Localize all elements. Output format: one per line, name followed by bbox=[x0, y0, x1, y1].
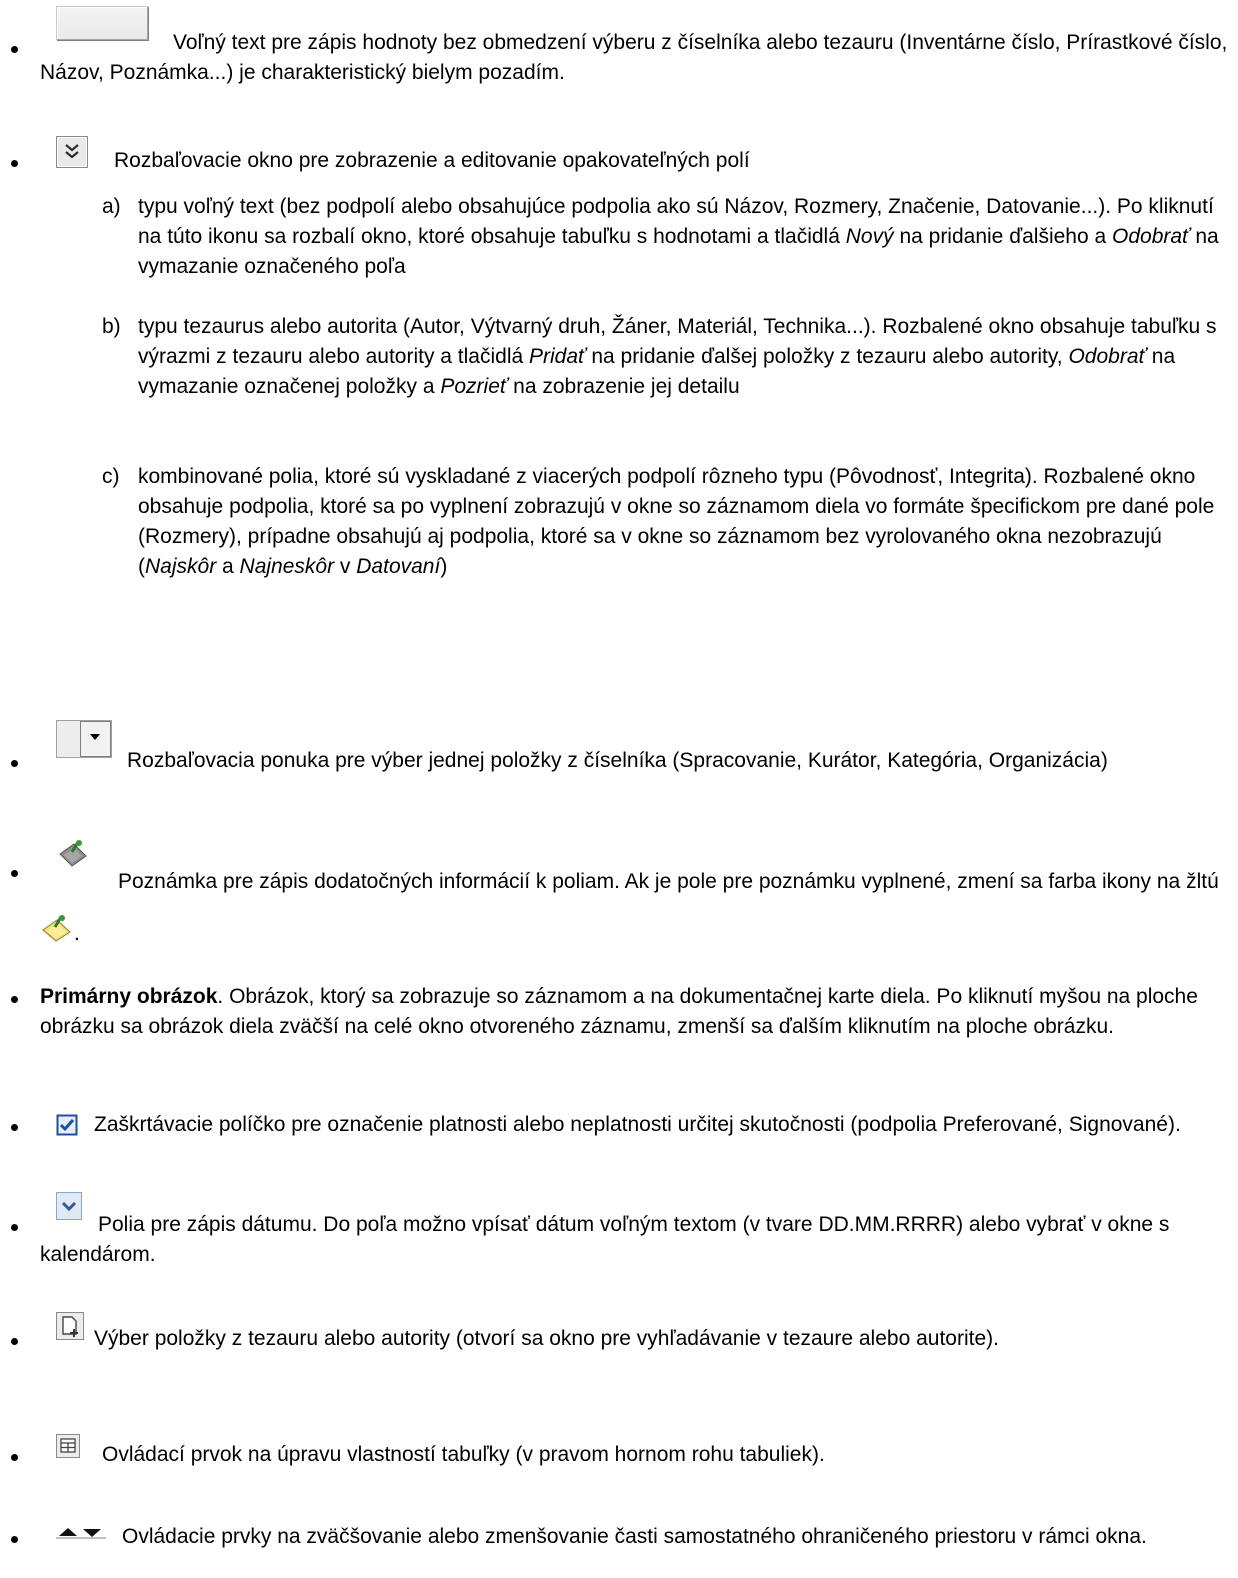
list-item-text: Ovládacie prvky na zväčšovanie alebo zmenšovanie časti samostatného ohraničeného priestoru v rámci okna. bbox=[122, 1525, 1147, 1548]
sub-item-text bbox=[138, 192, 1230, 282]
button-name-novy: Nový bbox=[845, 225, 894, 248]
primary-image-text: . Obrázok, ktorý sa zobrazuje so záznamom a na dokumentačnej karte diela. Po kliknutí myšou na ploche obrázku sa obrázok diela zväčší na celé okno otvoreného záznamu, zmenší sa ďalším kliknutím na ploche obrázku. bbox=[40, 985, 1198, 1038]
sub-item-text bbox=[138, 312, 1230, 402]
list-item-text: Polia pre zápis dátumu. Do poľa možno vpísať dátum voľným textom (v tvare DD.MM.RRRR) alebo vybrať v okne s kalendárom. bbox=[40, 1213, 1170, 1266]
button-name-pridat: Pridať bbox=[529, 345, 586, 368]
note-yellow-icon bbox=[40, 912, 74, 942]
text-part: ) bbox=[440, 555, 448, 578]
sub-item-text bbox=[138, 462, 1230, 582]
text-part: a bbox=[216, 555, 240, 578]
bullet bbox=[11, 760, 18, 767]
bullet bbox=[11, 1338, 18, 1345]
bullet bbox=[11, 870, 18, 877]
field-name-najneskor: Najneskôr bbox=[239, 555, 335, 578]
text-part: na pridanie ďalšieho a bbox=[893, 225, 1112, 248]
bullet bbox=[11, 1124, 18, 1131]
sub-item-label: a) bbox=[102, 195, 121, 218]
text-part: na vymazanie označenej položky a bbox=[138, 345, 1176, 398]
note-text-end: . bbox=[74, 922, 80, 945]
button-name-odobrat: Odobrať bbox=[1068, 345, 1146, 368]
sub-item-label: b) bbox=[102, 315, 121, 338]
field-name-datovani: Datovaní bbox=[356, 555, 441, 578]
bullet bbox=[11, 160, 18, 167]
double-chevron-down-icon bbox=[56, 136, 88, 174]
text-part: typu voľný text (bez podpolí alebo obsahujúce podpolia ako sú Názov, Rozmery, Značenie, Datovanie...). Po kliknutí na túto ikonu sa rozbalí okno, ktoré obsahuje tabuľku s hodnotami a tlačidlá bbox=[138, 195, 1214, 248]
sub-item-label: c) bbox=[102, 465, 120, 488]
button-name-pozriet: Pozrieť bbox=[440, 375, 508, 398]
bullet bbox=[11, 1224, 18, 1231]
text-field-icon bbox=[56, 6, 148, 40]
text-part: kombinované polia, ktoré sú vyskladané z viacerých podpolí rôzneho typu (Pôvodnosť, Integrita). Rozbalené okno obsahuje podpolia, ktoré sa po vyplnení zobrazujú v okne so záznamom diela vo formáte špecifickom pre dané pole (Rozmery), prípadne obsahujú aj podpolia, ktoré sa v okne so záznamom bez vyrolovaného okna nezobrazujú ( bbox=[138, 465, 1215, 578]
list-item-text: Výber položky z tezauru alebo autority (otvorí sa okno pre vyhľadávanie v tezaure alebo autorite). bbox=[94, 1327, 999, 1350]
note-text: Poznámka pre zápis dodatočných informácií k poliam. Ak je pole pre poznámku vyplnené, zmení sa farba ikony na žltú bbox=[118, 870, 1219, 893]
list-item-text: Ovládací prvok na úpravu vlastností tabuľky (v pravom hornom rohu tabuliek). bbox=[102, 1443, 825, 1466]
text-part: v bbox=[334, 555, 357, 578]
list-item-text: Zaškrtávacie políčko pre označenie platnosti alebo neplatnosti určitej skutočnosti (podpolia Preferované, Signované). bbox=[94, 1113, 1181, 1136]
primary-image-term: Primárny obrázok bbox=[40, 985, 218, 1008]
bullet bbox=[11, 1536, 18, 1543]
text-part: na vymazanie označeného poľa bbox=[138, 225, 1219, 278]
text-part: typu tezaurus alebo autorita (Autor, Výtvarný druh, Žáner, Materiál, Technika...). Rozbalené okno obsahuje tabuľku s výrazmi z tezauru alebo autority a tlačidlá bbox=[138, 315, 1217, 368]
bullet bbox=[11, 46, 18, 53]
list-item-text bbox=[40, 982, 1230, 1042]
text-part: na zobrazenie jej detailu bbox=[507, 375, 740, 398]
field-name-najskor: Najskôr bbox=[145, 555, 217, 578]
list-item-text: Rozbaľovacia ponuka pre výber jednej položky z číselníka (Spracovanie, Kurátor, Kategória, Organizácia) bbox=[127, 749, 1108, 772]
list-item-text: Rozbaľovacie okno pre zobrazenie a editovanie opakovateľných polí bbox=[114, 149, 750, 172]
text-part: na pridanie ďalšej položky z tezauru alebo autority, bbox=[585, 345, 1069, 368]
bullet bbox=[11, 1454, 18, 1461]
bullet bbox=[11, 996, 18, 1003]
list-item-text bbox=[40, 856, 1230, 960]
list-item-text: Voľný text pre zápis hodnoty bez obmedzení výberu z číselníka alebo tezauru (Inventárne číslo, Prírastkové číslo, Názov, Poznámka...) je charakteristický bielym pozadím. bbox=[40, 31, 1228, 84]
button-name-odobrat: Odobrať bbox=[1112, 225, 1190, 248]
